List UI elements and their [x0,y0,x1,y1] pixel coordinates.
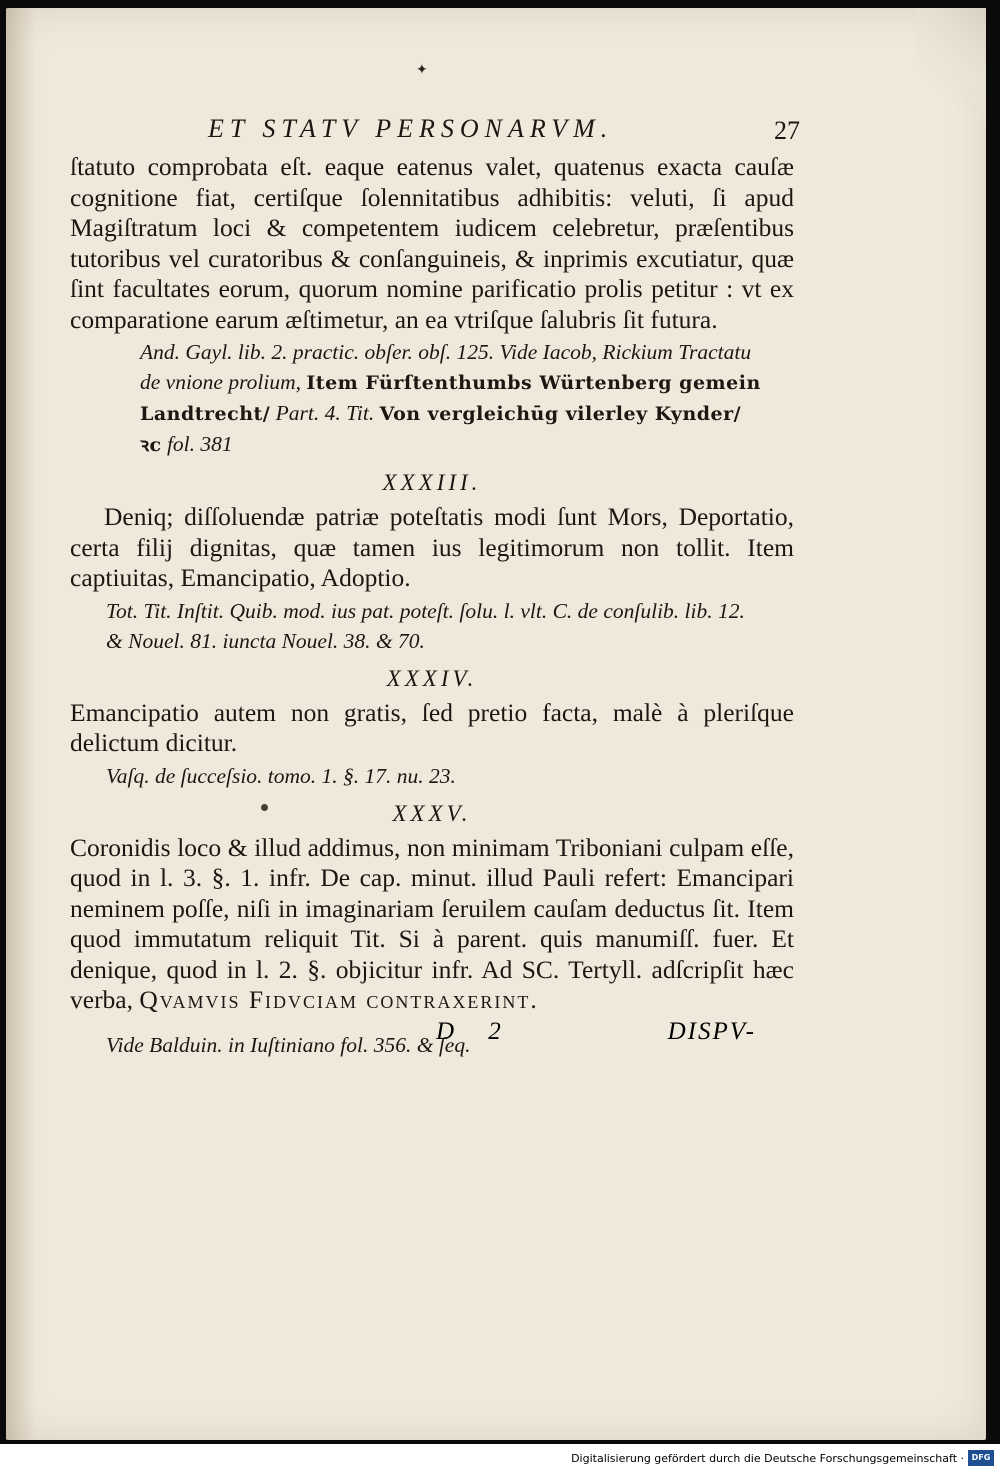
catchword: DISPV- [667,1018,756,1045]
citation-2: Tot. Tit. Inſtit. Quib. mod. ius pat. poteſt. ſolu. l. vlt. C. de conſulib. lib. 12. & Nouel. 81. iuncta Nouel. 38. & 70. [106,598,745,653]
page-number: 27 [774,116,800,145]
running-title: ET STATV PERSONARVM. [208,114,614,143]
page-footer [436,1018,756,1058]
funding-notice: Digitalisierung gefördert durch die Deutsche Forschungsgemeinschaft · [571,1452,964,1465]
section-number-35: XXXV. [392,800,472,826]
ornament-mark: ✦ [416,62,428,78]
citation-3: Vaſq. de ſucceſsio. tomo. 1. §. 17. nu. 23. [106,763,456,788]
citation-1-part: Part. 4. Tit. [275,401,375,425]
book-page [6,8,986,1440]
paragraph-2: Deniq; diſſoluendæ patriæ poteſtatis modi ſunt Mors, Deportatio, certa filij dignitas, quæ tamen ius legitimorum non tollit. Item captiuitas, Emancipatio, Adoptio. [70,502,794,592]
signature-mark: D 2 [436,1018,515,1045]
running-head [70,108,800,152]
citation-1-latin: And. Gayl. lib. 2. practic. obſer. obſ. 125. Vide Iacob, Rickium Tractatu de vnione prolium, [140,340,752,394]
digitization-bar [0,1444,1000,1474]
paragraph-3: Emancipatio autem non gratis, ſed pretio facta, malè à pleriſque delictum dicitur. [70,697,794,757]
paragraph-4-smallcaps: Qvamvis Fidvciam contraxerint. [139,985,539,1014]
dfg-logo-icon: DFG [968,1450,994,1466]
citation-1-folio: fol. 381 [166,432,233,456]
paragraph-1: ſtatuto comprobata eſt. eaque eatenus valet, quatenus exacta cauſæ cognitione fiat, certiſque ſolennitatibus adhibitis: veluti, ſi apud Magiſtratum loci & competentem iudicem celebretur, præſentibus tutoribus vel curatoribus & conſanguineis, & inprimis excutiatur, quæ ſint facultates eorum, quorum nomine parificatio prolis petitur : vt ex comparatione earum æſtimetur, an ea vtriſque ſalubris ſit futura. [70,152,794,334]
section-number-33: XXXIII. [382,470,482,495]
section-number-34: XXXIV. [386,665,478,691]
citation-1-german: Item Fürſtenthumbs Würtenberg gemein Landtrecht/ [140,372,761,425]
page-gutter-shadow [6,8,36,1440]
paragraph-4-text: Coronidis loco & illud addimus, non minimam Triboniani culpam eſſe, quod in l. 3. §. 1. infr. De cap. minut. illud Pauli refert: Emancipari neminem poſſe, niſi in imaginariam ſeruilem cauſam deductus ſit. Item quod immutatum reliquit Tit. Si à parent. quis manumiſſ. fuer. Et denique, quod in l. 2. §. objicitur infr. Ad SC. Tertyll. adſcripſit hæc verba, [70,832,794,1014]
paragraph-4 [70,833,794,1016]
citation-1 [70,337,794,460]
citation-1-german-title: Von vergleichūg vilerley Kynder/ ꝛc [140,403,742,456]
text-block [70,108,800,1060]
citation-4: Vide Balduin. in Iuſtiniano fol. 356. & ſeq. [106,1032,471,1057]
